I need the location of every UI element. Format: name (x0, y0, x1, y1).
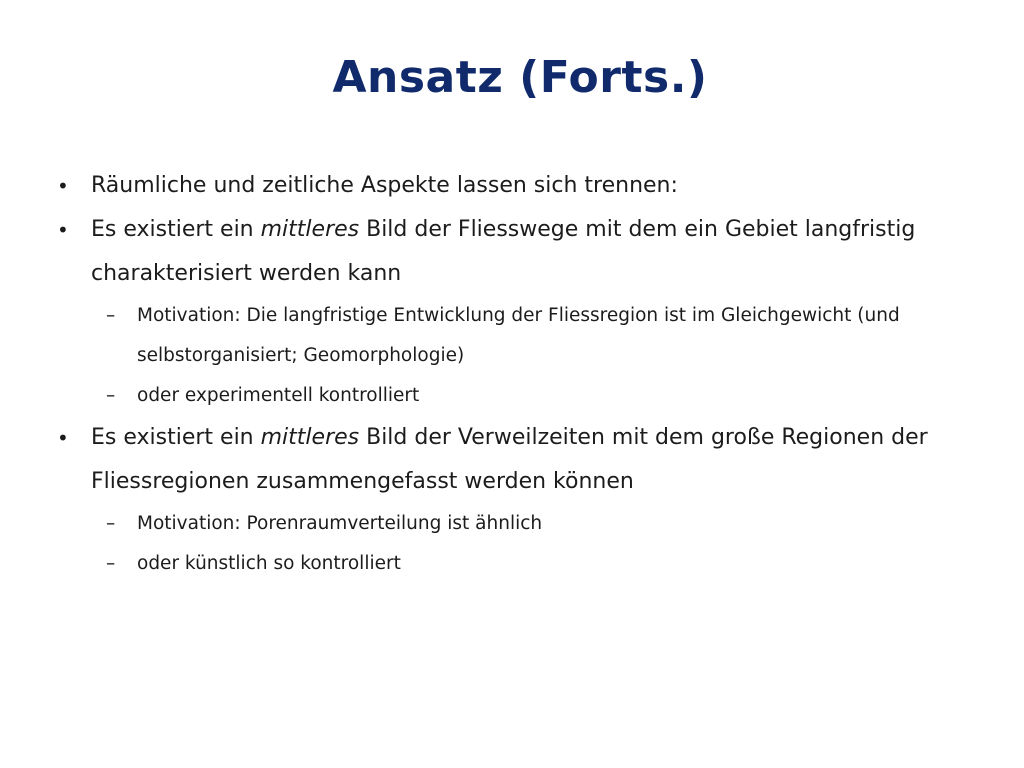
dash-marker: – (106, 513, 116, 534)
sub-bullet-item (52, 376, 1012, 416)
bullet-marker: • (57, 426, 69, 450)
bullet-list (52, 164, 1012, 584)
bullet-item (52, 208, 1012, 296)
bullet-emphasis: mittleres (260, 217, 360, 242)
dash-marker: – (106, 305, 116, 326)
sub-bullet-text: Motivation: Porenraumverteilung ist ähnlich (137, 513, 543, 534)
bullet-emphasis: mittleres (260, 425, 360, 450)
sub-bullet-text: oder künstlich so kontrolliert (137, 553, 401, 574)
bullet-text-start: Es existiert ein (91, 217, 261, 242)
sub-bullet-item (52, 504, 1012, 544)
slide-title: Ansatz (Forts.) (332, 52, 708, 103)
bullet-text-end: Bild der Fliesswege mit dem ein Gebiet langfristig charakterisiert werden kann (91, 217, 916, 286)
dash-marker: – (106, 553, 116, 574)
bullet-item (52, 164, 1012, 208)
bullet-marker: • (57, 218, 69, 242)
sub-bullet-text: Motivation: Die langfristige Entwicklung der Fliessregion ist im Gleichgewicht (und selbstorganisiert; Geomorphologie) (137, 305, 900, 366)
sub-bullet-item (52, 544, 1012, 584)
sub-bullet-item (52, 296, 1012, 376)
bullet-text-start: Es existiert ein (91, 425, 261, 450)
bullet-text-end: Bild der Verweilzeiten mit dem große Regionen der Fliessregionen zusammengefasst werden können (91, 425, 928, 494)
bullet-item (52, 416, 1012, 504)
bullet-text: Räumliche und zeitliche Aspekte lassen sich trennen: (91, 173, 678, 198)
bullet-marker: • (57, 174, 69, 198)
sub-bullet-text: oder experimentell kontrolliert (137, 385, 420, 406)
dash-marker: – (106, 385, 116, 406)
